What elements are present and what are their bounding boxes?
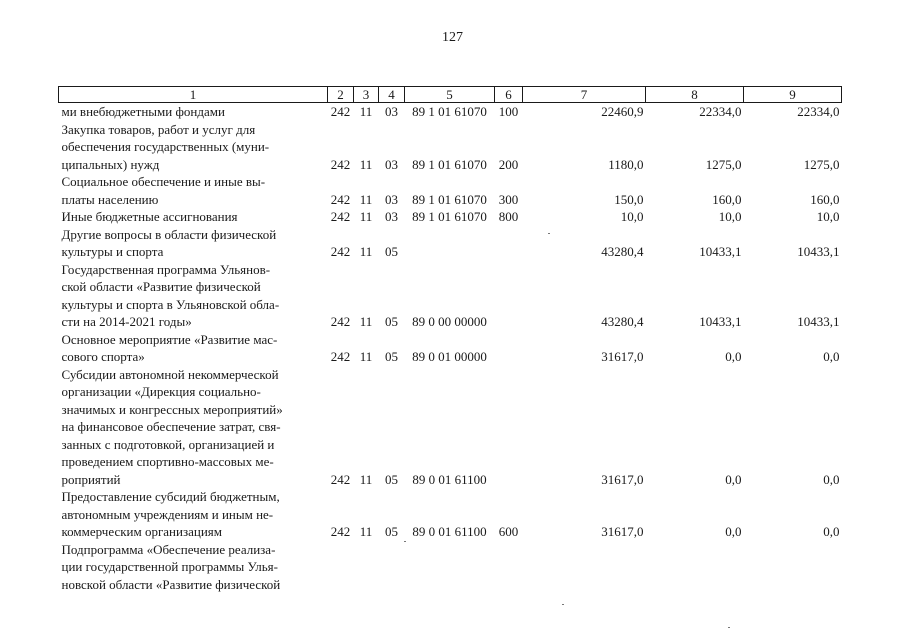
cell-col-7 [523, 541, 646, 594]
cell-col-4: 05 [385, 349, 398, 364]
cell-col-8: 0,0 [725, 524, 742, 539]
cell-col-3: 11 [359, 524, 373, 539]
cell-col-5 [405, 226, 495, 261]
description-line: Социальное обеспечение и иные вы- [61, 174, 266, 189]
cell-col-4: 05 [385, 471, 398, 487]
cell-col-7: 43280,4 [601, 314, 644, 329]
cell-col-9: 10433,1 [797, 244, 840, 259]
budget-table [58, 86, 842, 593]
cell-col-7: 22460,9 [601, 104, 644, 119]
description-line: ципальных) нужд [61, 156, 160, 172]
cell-col-3: 11 [359, 471, 373, 487]
table-row [59, 103, 842, 121]
cell-col-5: 89 0 01 61100 [412, 471, 487, 487]
header-col-5: 5 [405, 87, 495, 103]
table-row [59, 331, 842, 366]
cell-col-6: 300 [498, 191, 519, 207]
cell-col-2: 242 [330, 191, 351, 207]
row-description [59, 226, 328, 261]
description-line: Подпрограмма «Обеспечение реализа- [61, 541, 276, 557]
header-row [59, 87, 842, 103]
cell-col-4: 03 [385, 209, 398, 224]
description-line: культуры и спорта [61, 244, 164, 259]
budget-table-container [58, 86, 842, 593]
cell-col-6 [495, 226, 523, 261]
description-line: культуры и спорта в Ульяновской обла- [61, 296, 280, 312]
cell-col-8: 1275,0 [705, 156, 742, 172]
cell-col-8: 22334,0 [699, 104, 742, 119]
cell-col-2: 242 [330, 471, 351, 487]
cell-col-7: 31617,0 [601, 471, 644, 487]
cell-col-2: 242 [330, 349, 351, 364]
cell-col-3: 11 [359, 191, 373, 207]
table-row [59, 173, 842, 208]
cell-col-4: 05 [385, 314, 398, 329]
cell-col-9: 1275,0 [803, 156, 840, 172]
table-body [59, 103, 842, 594]
cell-col-9: 22334,0 [797, 104, 840, 119]
description-line: Основное мероприятие «Развитие мас- [61, 331, 278, 347]
cell-col-2: 242 [330, 314, 351, 329]
cell-col-8: 10433,1 [699, 244, 742, 259]
description-line: коммерческим организациям [61, 524, 223, 539]
cell-col-5: 89 0 01 00000 [412, 349, 487, 364]
cell-col-8 [646, 541, 744, 594]
cell-col-6: 200 [498, 156, 519, 172]
description-line: ми внебюджетными фондами [61, 104, 225, 119]
description-line: автономным учреждениям и иным не- [61, 506, 274, 522]
description-line: Предоставление субсидий бюджетным, [61, 489, 280, 504]
scan-speck [562, 604, 564, 605]
cell-col-6: 600 [498, 524, 519, 539]
cell-col-5: 89 1 01 61070 [412, 104, 487, 119]
cell-col-9: 10433,1 [797, 314, 840, 329]
description-line: Закупка товаров, работ и услуг для [61, 121, 256, 137]
cell-col-9 [744, 541, 842, 594]
cell-col-5 [405, 541, 495, 594]
cell-col-6: 800 [498, 209, 519, 224]
table-row [59, 208, 842, 226]
cell-col-7: 150,0 [614, 191, 644, 207]
row-description [59, 261, 328, 331]
row-description [59, 331, 328, 366]
description-line: Государственная программа Ульянов- [61, 261, 271, 277]
row-description [59, 103, 328, 121]
cell-col-2: 242 [330, 209, 351, 224]
description-line: ской области «Развитие физической [61, 279, 261, 294]
cell-col-7: 31617,0 [601, 349, 644, 364]
description-line: платы населению [61, 191, 159, 207]
scan-speck [548, 233, 550, 234]
header-col-3: 3 [354, 87, 379, 103]
row-description [59, 173, 328, 208]
cell-col-3: 11 [359, 104, 373, 119]
row-description [59, 488, 328, 541]
description-line: организации «Дирекция социально- [61, 384, 261, 399]
description-line: Субсидии автономной некоммерческой [61, 366, 279, 382]
cell-col-8: 10433,1 [699, 314, 742, 329]
cell-col-5: 89 1 01 61070 [412, 191, 487, 207]
cell-col-8: 10,0 [718, 209, 742, 224]
cell-col-7: 43280,4 [601, 244, 644, 259]
cell-col-6: 100 [498, 104, 519, 119]
cell-col-5: 89 1 01 61070 [412, 209, 487, 224]
table-row [59, 366, 842, 489]
description-line: занных с подготовкой, организацией и [61, 436, 275, 452]
cell-col-2 [328, 541, 354, 594]
cell-col-9: 0,0 [823, 349, 840, 364]
cell-col-3: 11 [359, 209, 373, 224]
description-line: на финансовое обеспечение затрат, свя- [61, 419, 281, 434]
cell-col-5: 89 1 01 61070 [412, 156, 487, 172]
cell-col-6 [495, 541, 523, 594]
table-row [59, 488, 842, 541]
cell-col-9: 0,0 [823, 524, 840, 539]
scan-speck [404, 541, 406, 542]
description-line: ции государственной программы Улья- [61, 559, 278, 574]
cell-col-4: 03 [385, 191, 398, 207]
page-number: 127 [442, 30, 463, 45]
header-col-9: 9 [744, 87, 842, 103]
cell-col-7: 10,0 [620, 209, 644, 224]
cell-col-3: 11 [359, 349, 373, 364]
cell-col-4: 05 [385, 244, 398, 259]
description-line: сового спорта» [61, 349, 145, 364]
header-col-7: 7 [523, 87, 646, 103]
row-description [59, 541, 328, 594]
cell-col-4: 03 [385, 156, 398, 172]
description-line: сти на 2014-2021 годы» [61, 314, 192, 329]
description-line: обеспечения государственных (муни- [61, 139, 270, 154]
description-line: Другие вопросы в области физической [61, 226, 277, 242]
cell-col-7: 31617,0 [601, 524, 644, 539]
header-col-6: 6 [495, 87, 523, 103]
table-row [59, 261, 842, 331]
header-col-1: 1 [59, 87, 328, 103]
cell-col-2: 242 [330, 104, 351, 119]
cell-col-8: 0,0 [725, 349, 742, 364]
description-line: роприятий [61, 471, 121, 487]
cell-col-7: 1180,0 [608, 156, 644, 172]
row-description [59, 208, 328, 226]
cell-col-4: 03 [385, 104, 398, 119]
header-col-4: 4 [379, 87, 405, 103]
cell-col-6 [495, 366, 523, 489]
cell-col-8: 0,0 [725, 471, 742, 487]
cell-col-2: 242 [330, 524, 351, 539]
cell-col-3 [354, 541, 379, 594]
description-line: Иные бюджетные ассигнования [61, 209, 238, 224]
cell-col-3: 11 [359, 314, 373, 329]
cell-col-2: 242 [330, 156, 351, 172]
scan-speck [728, 627, 730, 628]
description-line: проведением спортивно-массовых ме- [61, 454, 274, 469]
cell-col-6 [495, 331, 523, 366]
table-row [59, 226, 842, 261]
cell-col-3: 11 [359, 244, 373, 259]
cell-col-9: 160,0 [810, 191, 840, 207]
cell-col-2: 242 [330, 244, 351, 259]
cell-col-5: 89 0 00 00000 [412, 314, 487, 329]
cell-col-5: 89 0 01 61100 [412, 524, 487, 539]
cell-col-9: 10,0 [816, 209, 840, 224]
row-description [59, 366, 328, 489]
cell-col-9: 0,0 [823, 471, 840, 487]
row-description [59, 121, 328, 174]
header-col-2: 2 [328, 87, 354, 103]
description-line: новской области «Развитие физической [61, 576, 281, 592]
cell-col-4: 05 [385, 524, 398, 539]
header-col-8: 8 [646, 87, 744, 103]
description-line: значимых и конгрессных мероприятий» [61, 401, 283, 417]
cell-col-4 [379, 541, 405, 594]
cell-col-6 [495, 261, 523, 331]
cell-col-3: 11 [359, 156, 373, 172]
table-row [59, 121, 842, 174]
table-row [59, 541, 842, 594]
cell-col-8: 160,0 [712, 191, 742, 207]
